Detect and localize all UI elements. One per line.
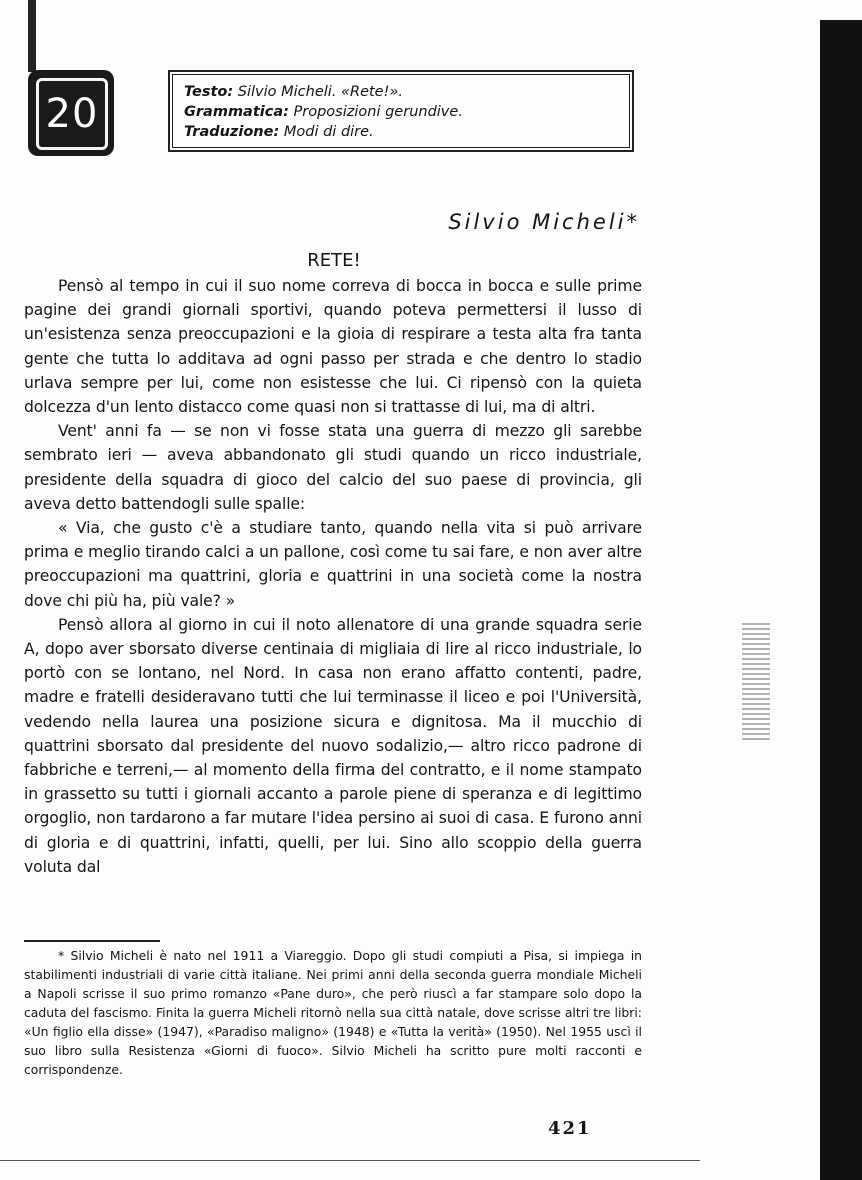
scan-left-mark bbox=[28, 0, 36, 72]
footnote-text: * Silvio Micheli è nato nel 1911 a Viareggio. Dopo gli studi compiuti a Pisa, si impiega in stabilimenti industriali di varie città italiane. Nei primi anni della seconda guerra mondiale Micheli a Napoli scrisse il suo primo romanzo «Pane duro», che però riuscì a far stampare solo dopo la caduta del fascismo. Finita la guerra Micheli ritornò nella sua città natale, dove scrisse altri tre libri: «Un figlio ella disse» (1947), «Paradiso maligno» (1948) e «Tutta la verità» (1950). Nel 1955 uscì il suo libro sulla Resistenza «Giorni di fuoco». Silvio Micheli ha scritto pure molti racconti e corrispondenze. bbox=[24, 948, 642, 1077]
story-title: RETE! bbox=[307, 250, 361, 271]
paragraph: Pensò allora al giorno in cui il noto allenatore di una grande squadra serie A, dopo aver sborsato diverse centinaia di migliaia di lire al ricco industriale, lo portò con se lontano, nel Nord. In casa non erano affatto contenti, padre, madre e fratelli desideravano tutti che lui terminasse il liceo e poi l'Università, vedendo nella laurea una posizione sicura e dignitosa. Ma il mucchio di quattrini sborsato dal presidente del nuovo sodalizio,— altro ricco padrone di fabbriche e terreni,— al momento della firma del contratto, e il nome stampato in grassetto su tutti i giornali accanto a parole piene di speranza e di legittimo orgoglio, non tardarono a far mutare l'idea persino ai suoi di casa. E furono anni di gloria e di quattrini, infatti, quelli, per lui. Sino allo scoppio della guerra voluta dal bbox=[24, 615, 642, 876]
paragraph: Vent' anni fa — se non vi fosse stata una guerra di mezzo gli sarebbe sembrato ieri — aveva abbandonato gli studi quando un ricco industriale, presidente della squadra di gioco del calcio del suo paese di provincia, gli aveva detto battendogli sulle spalle: bbox=[24, 422, 642, 513]
footnote-rule bbox=[24, 940, 160, 942]
grammatica-label: Grammatica: bbox=[184, 104, 289, 120]
author-name: Silvio Micheli* bbox=[448, 210, 640, 234]
grammatica-value: Proposizioni gerundive. bbox=[293, 104, 463, 120]
page-number: 421 bbox=[548, 1118, 592, 1139]
scan-edge-shadow bbox=[820, 20, 862, 1180]
testo-label: Testo: bbox=[184, 84, 234, 100]
testo-value: Silvio Micheli. «Rete!». bbox=[237, 84, 403, 100]
summary-traduzione bbox=[184, 122, 618, 142]
scan-noise bbox=[742, 620, 770, 740]
paragraph: Pensò al tempo in cui il suo nome correva di bocca in bocca e sulle prime pagine dei grandi giornali sportivi, quando poteva permettersi il lusso di un'esistenza senza preoccupazioni e la gioia di respirare a testa alta fra tanta gente che tutta lo additava ad ogni passo per strada e che dentro lo stadio urlava sempre per lui, come non esistesse che lui. Ci ripensò con la quieta dolcezza d'un lento distacco come quasi non si trattasse di lui, ma di altri. bbox=[24, 277, 642, 417]
chapter-badge bbox=[28, 70, 114, 156]
story-body bbox=[24, 274, 642, 879]
lesson-summary-box bbox=[168, 70, 634, 152]
summary-testo bbox=[184, 82, 618, 102]
summary-grammatica bbox=[184, 102, 618, 122]
footnote bbox=[24, 946, 642, 1079]
paragraph: « Via, che gusto c'è a studiare tanto, quando nella vita si può arrivare prima e meglio tirando calci a un pallone, così come tu sai fare, e non aver altre preoccupazioni ma quattrini, gloria e quattrini in una società come la nostra dove chi più ha, più vale? » bbox=[24, 519, 642, 610]
bottom-edge-line bbox=[0, 1160, 700, 1161]
chapter-number: 20 bbox=[36, 78, 108, 150]
traduzione-label: Traduzione: bbox=[184, 124, 280, 140]
traduzione-value: Modi di dire. bbox=[283, 124, 374, 140]
